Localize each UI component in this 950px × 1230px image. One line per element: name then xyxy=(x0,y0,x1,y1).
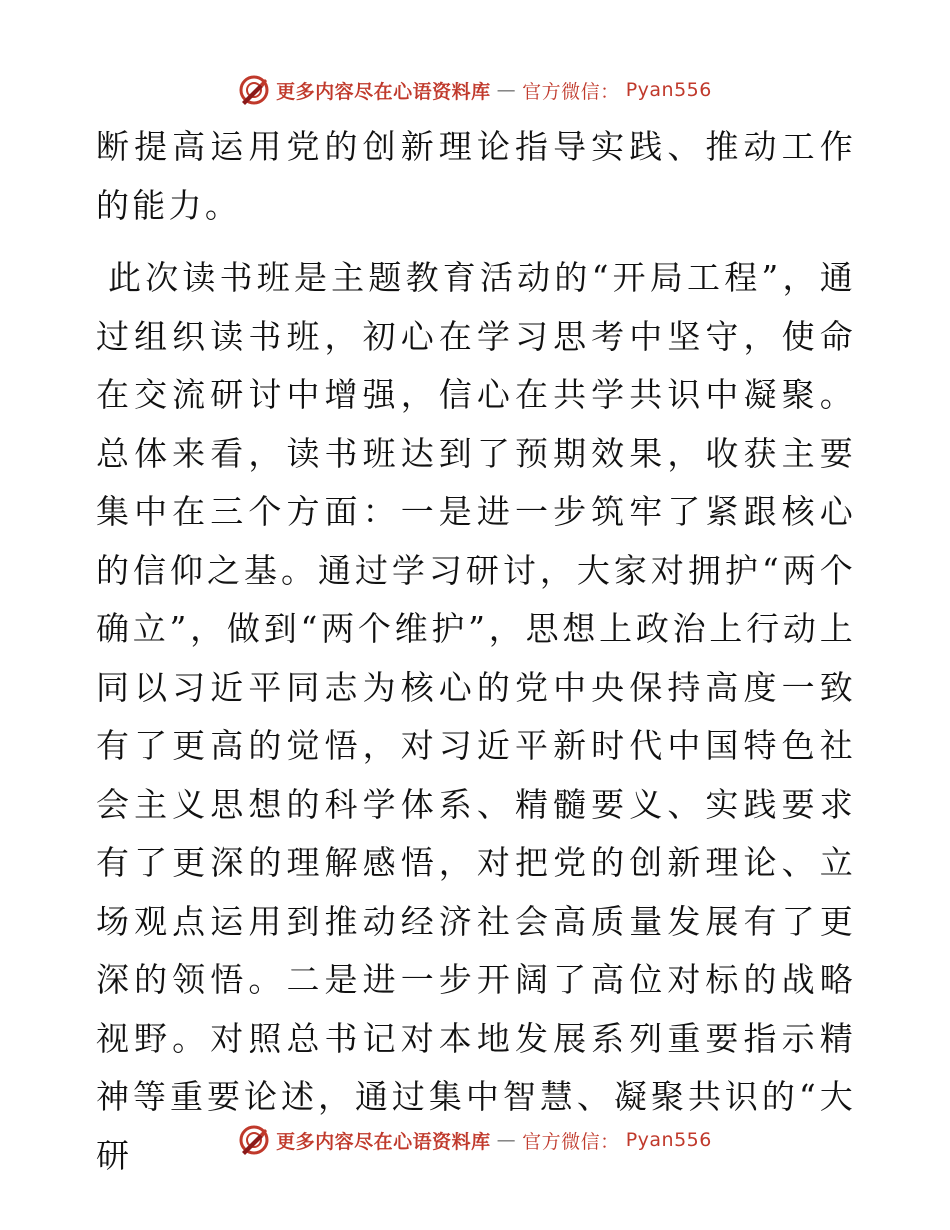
header-banner xyxy=(0,70,950,110)
document-body xyxy=(96,118,856,1185)
paragraph-1: 断提高运用党的创新理论指导实践、推动工作的能力。 xyxy=(96,127,856,225)
banner-wechat-label: 官方微信： xyxy=(522,1130,620,1153)
pen-logo-icon xyxy=(238,74,270,106)
banner-site-text: 更多内容尽在心语资料库 xyxy=(276,80,491,103)
paragraph-2: 此次读书班是主题教育活动的“开局工程”，通过组织读书班，初心在学习思考中坚守，使命在交流研讨中增强，信心在共学共识中凝聚。总体来看，读书班达到了预期效果，收获主要集中在三个方面：一是进一步筑牢了紧跟核心的信仰之基。通过学习研讨，大家对拥护“两个确立”，做到“两个维护”，思想上政治上行动上同以习近平同志为核心的党中央保持高度一致有了更高的觉悟，对习近平新时代中国特色社会主义思想的科学体系、精髓要义、实践要求有了更深的理解感悟，对把党的创新理论、立场观点运用到推动经济社会高质量发展有了更深的领悟。二是进一步开阔了高位对标的战略视野。对照总书记对本地发展系列重要指示精神等重要论述，通过集中智慧、凝聚共识的“大研 xyxy=(96,258,856,1175)
banner-dash: — xyxy=(496,79,517,101)
banner-wechat-label: 官方微信： xyxy=(522,80,620,103)
footer-banner xyxy=(0,1120,950,1160)
banner-handle: Pyan556 xyxy=(625,1129,712,1151)
banner-handle: Pyan556 xyxy=(625,79,712,101)
banner-site-text: 更多内容尽在心语资料库 xyxy=(276,1130,491,1153)
banner-dash: — xyxy=(496,1129,517,1151)
pen-logo-icon xyxy=(238,1124,270,1156)
